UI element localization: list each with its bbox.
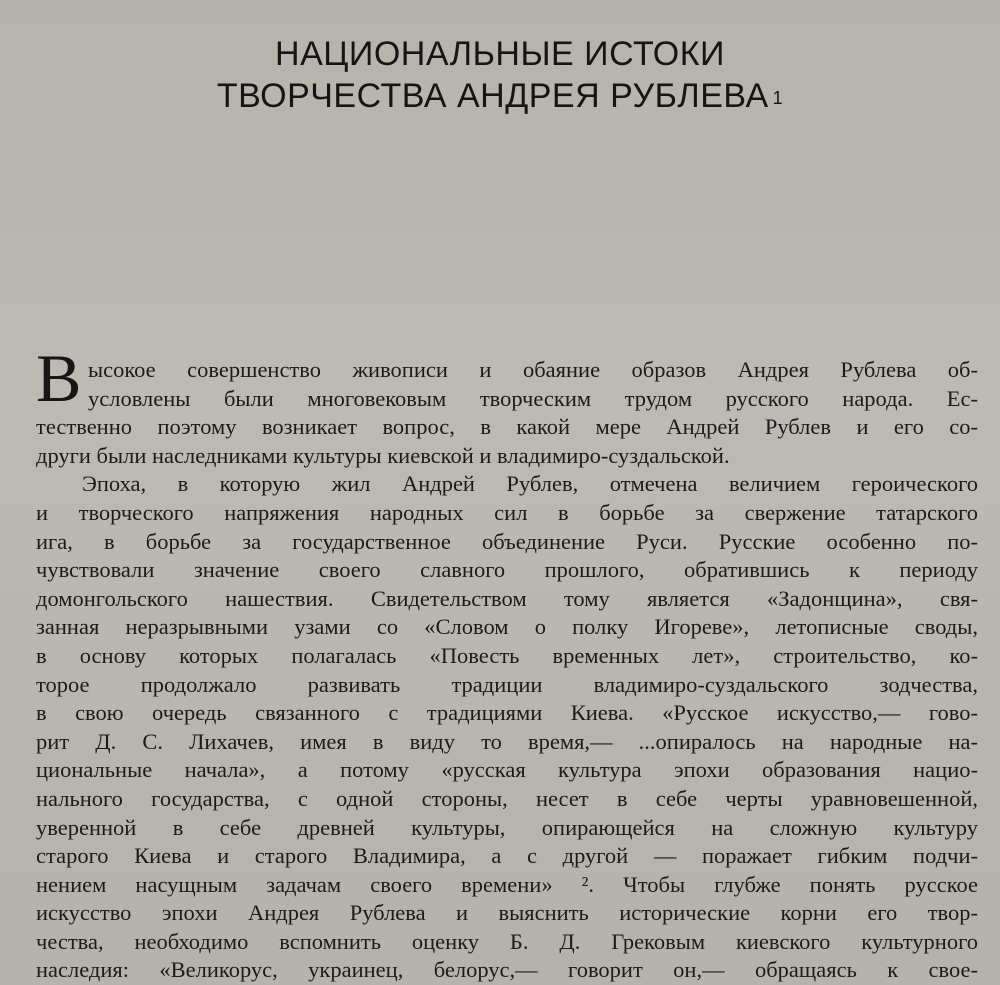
text-line: условлены были многовековым творческим трудом русского народа. Ес-	[88, 385, 978, 411]
chapter-title-line-2	[0, 74, 1000, 118]
text-line: чувствовали значение своего славного прошлого, обратившись к периоду	[36, 557, 978, 583]
text-line: тественно поэтому возникает вопрос, в какой мере Андрей Рублев и его со-	[36, 414, 978, 440]
chapter-title-line-1: НАЦИОНАЛЬНЫЕ ИСТОКИ	[275, 35, 725, 73]
body-text	[36, 356, 978, 985]
text-line: наследия: «Великорус, украинец, белорус,— говорит он,— обращаясь к свое-	[36, 957, 978, 983]
drop-cap: В	[36, 340, 82, 416]
text-line: нением насущным задачам своего времени» ². Чтобы глубже понять русское	[36, 871, 978, 897]
text-line: занная неразрывными узами со «Словом о полку Игореве», летописные своды,	[36, 614, 978, 640]
chapter-title-text: ТВОРЧЕСТВА АНДРЕЯ РУБЛЕВА	[216, 77, 769, 115]
text-line: други были наследниками культуры киевской и владимиро-суздальской.	[36, 442, 730, 468]
text-line: торое продолжало развивать традиции владимиро-суздальского зодчества,	[36, 671, 978, 697]
text-line: искусство эпохи Андрея Рублева и выяснить исторические корни его твор-	[36, 900, 978, 926]
text-line: и творческого напряжения народных сил в борьбе за свержение татарского	[36, 499, 978, 525]
text-line: ысокое совершенство живописи и обаяние образов Андрея Рублева об-	[88, 357, 978, 382]
text-line: чества, необходимо вспомнить оценку Б. Д. Грековым киевского культурного	[36, 928, 978, 954]
text-line: рит Д. С. Лихачев, имея в виду то время,— ...опиралось на народные на-	[36, 728, 978, 754]
text-line: домонгольского нашествия. Свидетельством тому является «Задонщина», свя-	[36, 585, 978, 611]
text-line: уверенной в себе древней культуры, опирающейся на сложную культуру	[36, 814, 978, 840]
text-line: в свою очередь связанного с традициями Киева. «Русское искусство,— гово-	[36, 700, 978, 726]
text-line: нального государства, с одной стороны, несет в себе черты уравновешенной,	[36, 785, 978, 811]
text-line: ига, в борьбе за государственное объединение Руси. Русские особенно по-	[36, 528, 978, 554]
text-line: циональные начала», а потому «русская культура эпохи образования нацио-	[36, 757, 978, 783]
text-line: в основу которых полагалась «Повесть временных лет», строительство, ко-	[36, 642, 978, 668]
text-line: старого Киева и старого Владимира, а с другой — поражает гибким подчи-	[36, 843, 978, 869]
text-line: Эпоха, в которую жил Андрей Рублев, отмечена величием героического	[82, 471, 978, 497]
footnote-marker[interactable]: 1	[772, 88, 784, 108]
